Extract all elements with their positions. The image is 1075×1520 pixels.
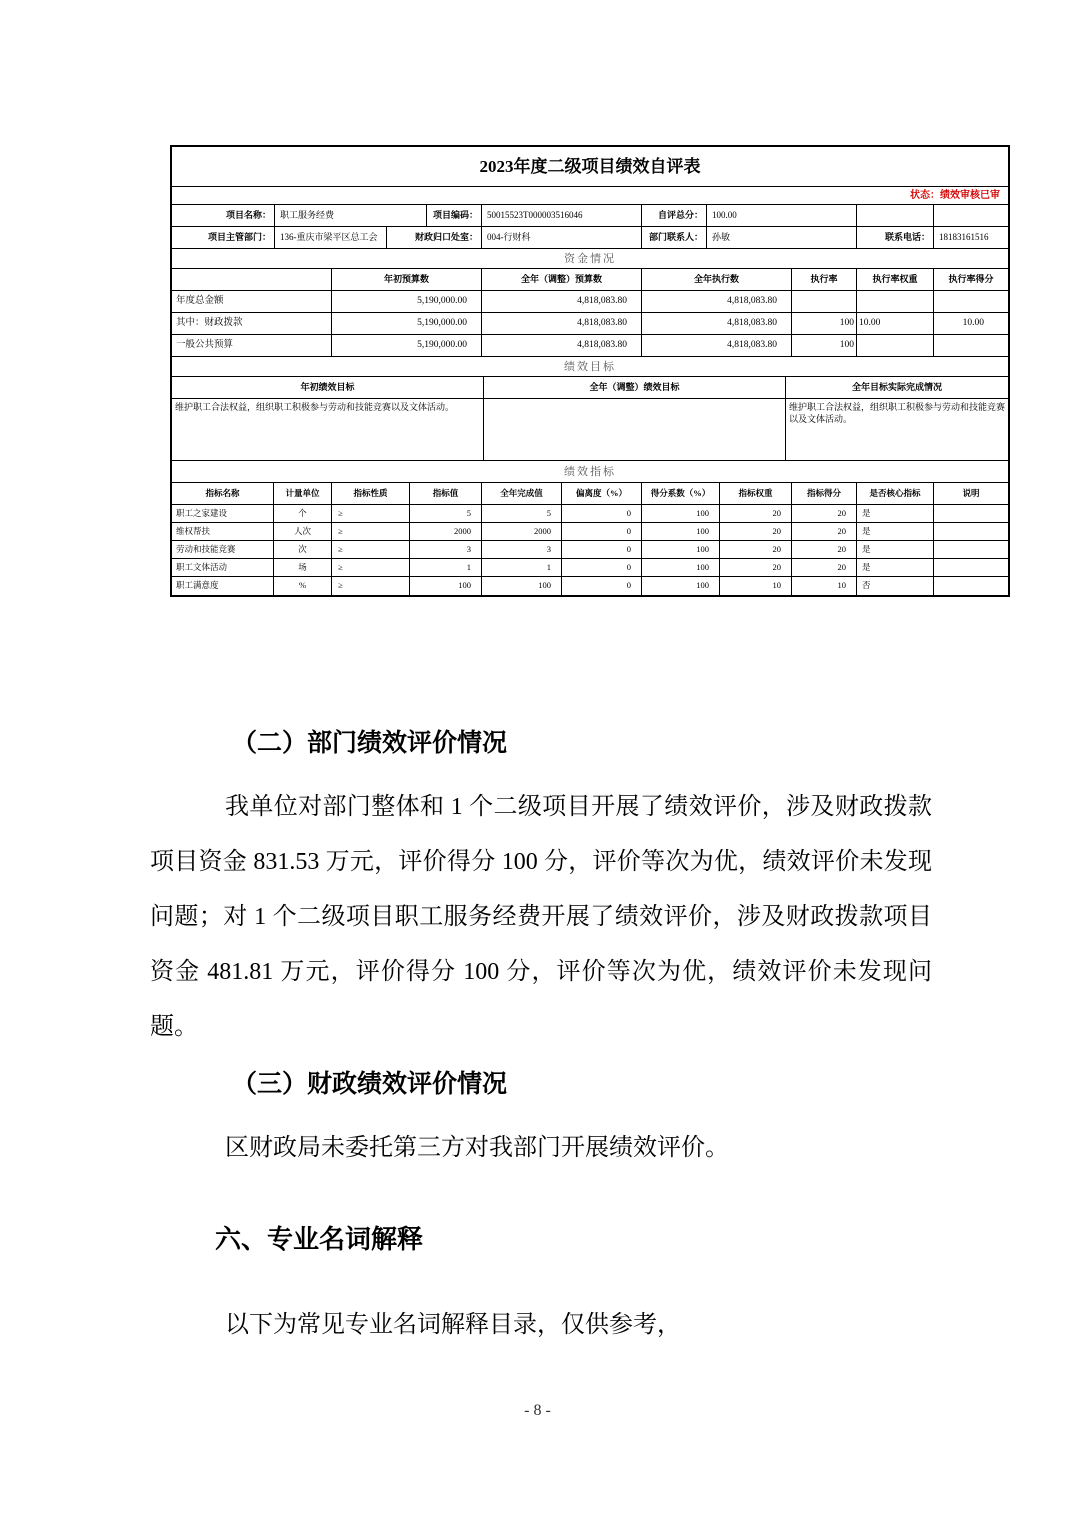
rate-score — [934, 335, 1008, 356]
completed-value: 5 — [482, 505, 562, 522]
project-code-label: 项目编码： — [427, 205, 482, 226]
rate-weight — [857, 291, 934, 312]
phone-label: 联系电话： — [857, 227, 934, 248]
executed: 4,818,083.80 — [642, 335, 792, 356]
is-core: 是 — [857, 559, 934, 576]
self-score-value: 100.00 — [707, 205, 857, 226]
target-value: 100 — [410, 577, 482, 595]
nature: ≥ — [332, 577, 410, 595]
indicator-header: 指标值 — [410, 483, 482, 504]
heading-terms: 六、专业名词解释 — [215, 1224, 424, 1254]
exec-rate: 100 — [792, 313, 857, 334]
target-value: 5 — [410, 505, 482, 522]
indicator-header: 全年完成值 — [482, 483, 562, 504]
finance-office-label: 财政归口处室： — [387, 227, 482, 248]
deviation: 0 — [562, 541, 642, 558]
paragraph-dept-evaluation: 我单位对部门整体和 1 个二级项目开展了绩效评价，涉及财政拨款项目资金 831.53 万元，评价得分 100 分，评价等次为优，绩效评价未发现问题；对 1 个二级项目职工服务经费开展了绩效评价，涉及财政拨款项目资金 481.81 万元，评价得分 100 分，评价等次为优，绩效评价未发现问题。 — [150, 794, 932, 1040]
indicator-header: 说明 — [962, 488, 980, 498]
deviation: 0 — [562, 523, 642, 540]
unit: % — [274, 577, 332, 595]
unit: 次 — [274, 541, 332, 558]
executed: 4,818,083.80 — [642, 291, 792, 312]
note — [934, 523, 1008, 540]
indicator-row — [172, 505, 1008, 523]
budget-adjusted: 4,818,083.80 — [482, 291, 642, 312]
project-name-value: 职工服务经费 — [275, 205, 427, 226]
indicator-name: 劳动和技能竞赛 — [172, 541, 274, 558]
goal-actual: 维护职工合法权益，组织职工积极参与劳动和技能竞赛以及文体活动。 — [789, 402, 1006, 425]
nature: ≥ — [332, 541, 410, 558]
goals-content-row — [172, 399, 1008, 461]
budget-adjusted: 4,818,083.80 — [482, 335, 642, 356]
unit: 场 — [274, 559, 332, 576]
empty-cell — [857, 205, 934, 226]
body-text — [150, 726, 932, 1353]
is-core: 是 — [857, 523, 934, 540]
project-name-label: 项目名称： — [172, 205, 275, 226]
indicators-section-title: 绩效指标 — [172, 461, 1008, 483]
indicator-header: 偏离度（%） — [562, 483, 642, 504]
deviation: 0 — [562, 577, 642, 595]
dept-value: 136-重庆市梁平区总工会 — [275, 227, 387, 248]
table-title: 2023年度二级项目绩效自评表 — [172, 147, 1008, 187]
completed-value: 1 — [482, 559, 562, 576]
indicator-header: 是否核心指标 — [857, 483, 934, 504]
goals-header: 全年目标实际完成情况 — [851, 382, 942, 392]
funding-row-total — [172, 291, 1008, 313]
goals-header: 全年（调整）绩效目标 — [484, 377, 786, 398]
is-core: 是 — [857, 505, 934, 522]
finance-office-value: 004-行财科 — [482, 227, 642, 248]
indicator-name: 职工之家建设 — [172, 505, 274, 522]
funding-header: 执行率 — [792, 269, 857, 290]
funding-header: 执行率权重 — [857, 269, 934, 290]
rate-weight: 10.00 — [857, 313, 934, 334]
dept-label: 项目主管部门： — [172, 227, 275, 248]
info-row-2 — [172, 227, 1008, 249]
self-evaluation-table — [170, 145, 1010, 597]
goals-section-title: 绩效目标 — [172, 357, 1008, 377]
unit: 人次 — [274, 523, 332, 540]
info-row-1 — [172, 205, 1008, 227]
exec-rate: 100 — [792, 335, 857, 356]
score: 20 — [792, 505, 857, 522]
funding-row-public — [172, 335, 1008, 357]
paragraph-fiscal-evaluation: 区财政局未委托第三方对我部门开展绩效评价。 — [225, 1135, 729, 1161]
rate-score: 10.00 — [962, 318, 984, 328]
unit: 个 — [274, 505, 332, 522]
funding-header: 年初预算数 — [332, 269, 482, 290]
is-core: 是 — [857, 541, 934, 558]
goal-adjusted — [484, 399, 786, 460]
indicator-name: 维权帮扶 — [172, 523, 274, 540]
nature: ≥ — [332, 523, 410, 540]
rate-weight — [857, 335, 934, 356]
indicator-row — [172, 577, 1008, 595]
rate-score — [934, 291, 1008, 312]
funding-header: 全年（调整）预算数 — [482, 269, 642, 290]
indicator-header: 指标得分 — [792, 483, 857, 504]
heading-fiscal-evaluation: （三）财政绩效评价情况 — [232, 1071, 508, 1098]
indicators-header-row — [172, 483, 1008, 505]
funding-header — [172, 269, 332, 290]
score-coefficient: 100 — [642, 577, 720, 595]
indicator-header: 指标性质 — [332, 483, 410, 504]
executed: 4,818,083.80 — [642, 313, 792, 334]
goal-initial: 维护职工合法权益，组织职工积极参与劳动和技能竞赛以及文体活动。 — [172, 399, 484, 460]
weight: 10 — [720, 577, 792, 595]
score-coefficient: 100 — [642, 523, 720, 540]
funding-section-title: 资金情况 — [172, 249, 1008, 269]
funding-header-row — [172, 269, 1008, 291]
deviation: 0 — [562, 505, 642, 522]
score-coefficient: 100 — [642, 541, 720, 558]
score: 10 — [792, 577, 857, 595]
target-value: 3 — [410, 541, 482, 558]
score: 20 — [792, 541, 857, 558]
contact-value: 孙敏 — [707, 227, 857, 248]
note — [934, 505, 1008, 522]
note — [934, 577, 1008, 595]
completed-value: 2000 — [482, 523, 562, 540]
score-coefficient: 100 — [642, 505, 720, 522]
paragraph-terms-intro: 以下为常见专业名词解释目录，仅供参考， — [225, 1312, 681, 1338]
completed-value: 100 — [482, 577, 562, 595]
funding-row-fiscal — [172, 313, 1008, 335]
score: 20 — [792, 559, 857, 576]
indicator-name: 职工文体活动 — [172, 559, 274, 576]
target-value: 1 — [410, 559, 482, 576]
weight: 20 — [720, 559, 792, 576]
target-value: 2000 — [410, 523, 482, 540]
row-label: 其中：财政拨款 — [172, 313, 332, 334]
completed-value: 3 — [482, 541, 562, 558]
weight: 20 — [720, 541, 792, 558]
exec-rate — [792, 291, 857, 312]
indicator-header: 计量单位 — [274, 483, 332, 504]
budget-adjusted: 4,818,083.80 — [482, 313, 642, 334]
funding-header: 执行率得分 — [948, 274, 994, 284]
budget-initial: 5,190,000.00 — [332, 291, 482, 312]
contact-label: 部门联系人： — [642, 227, 707, 248]
note — [934, 559, 1008, 576]
row-label: 一般公共预算 — [172, 335, 332, 356]
empty-cell — [934, 205, 1008, 226]
indicator-row — [172, 523, 1008, 541]
indicator-name: 职工满意度 — [172, 577, 274, 595]
is-core: 否 — [857, 577, 934, 595]
nature: ≥ — [332, 559, 410, 576]
funding-header: 全年执行数 — [642, 269, 792, 290]
indicator-header: 指标名称 — [172, 483, 274, 504]
weight: 20 — [720, 523, 792, 540]
heading-dept-evaluation: （二）部门绩效评价情况 — [232, 730, 508, 757]
budget-initial: 5,190,000.00 — [332, 313, 482, 334]
page-number: - 8 - — [524, 1402, 551, 1419]
indicator-header: 指标权重 — [720, 483, 792, 504]
nature: ≥ — [332, 505, 410, 522]
note — [934, 541, 1008, 558]
phone-value: 18183161516 — [939, 232, 989, 242]
goals-header-row — [172, 377, 1008, 399]
goals-header: 年初绩效目标 — [172, 377, 484, 398]
score: 20 — [792, 523, 857, 540]
self-score-label: 自评总分： — [642, 205, 707, 226]
budget-initial: 5,190,000.00 — [332, 335, 482, 356]
indicator-row — [172, 541, 1008, 559]
indicator-header: 得分系数（%） — [642, 483, 720, 504]
deviation: 0 — [562, 559, 642, 576]
row-label: 年度总金额 — [172, 291, 332, 312]
project-code-value: 50015523T000003516046 — [482, 205, 642, 226]
weight: 20 — [720, 505, 792, 522]
indicator-row — [172, 559, 1008, 577]
status-text: 状态：绩效审核已审 — [172, 187, 1008, 205]
score-coefficient: 100 — [642, 559, 720, 576]
